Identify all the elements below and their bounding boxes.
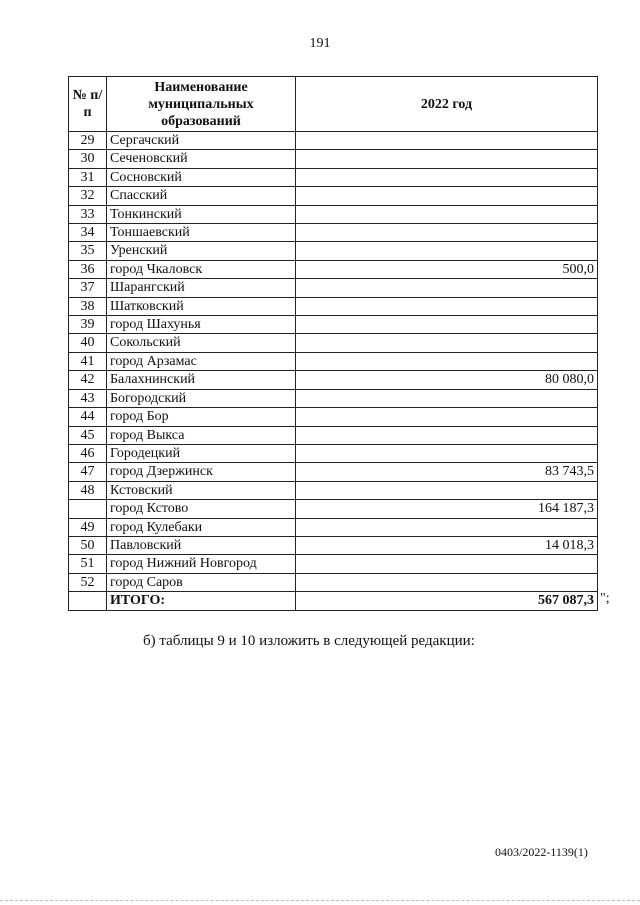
table-row bbox=[69, 297, 598, 315]
closing-quote-mark: "; bbox=[600, 591, 610, 606]
table-row bbox=[69, 426, 598, 444]
row-number: 50 bbox=[69, 536, 107, 554]
row-number: 42 bbox=[69, 371, 107, 389]
row-name: город Кулебаки bbox=[107, 518, 296, 536]
table-row bbox=[69, 463, 598, 481]
row-number: 34 bbox=[69, 224, 107, 242]
table-row bbox=[69, 481, 598, 499]
row-value bbox=[296, 242, 598, 260]
row-value bbox=[296, 297, 598, 315]
row-number: 36 bbox=[69, 260, 107, 278]
row-name: город Шахунья bbox=[107, 316, 296, 334]
row-name: Сеченовский bbox=[107, 150, 296, 168]
row-name: Тонкинский bbox=[107, 205, 296, 223]
row-value bbox=[296, 444, 598, 462]
table-row bbox=[69, 316, 598, 334]
row-number: 40 bbox=[69, 334, 107, 352]
row-name: Сергачский bbox=[107, 132, 296, 150]
row-value: 80 080,0 bbox=[296, 371, 598, 389]
row-name: город Кстово bbox=[107, 500, 296, 518]
row-name: город Нижний Новгород bbox=[107, 555, 296, 573]
row-name: Павловский bbox=[107, 536, 296, 554]
document-code: 0403/2022-1139(1) bbox=[495, 845, 588, 859]
row-number: 39 bbox=[69, 316, 107, 334]
row-number: 35 bbox=[69, 242, 107, 260]
table-row bbox=[69, 536, 598, 554]
row-name: Кстовский bbox=[107, 481, 296, 499]
row-name: Шарангский bbox=[107, 279, 296, 297]
row-value: 83 743,5 bbox=[296, 463, 598, 481]
row-number: 29 bbox=[69, 132, 107, 150]
row-number: 43 bbox=[69, 389, 107, 407]
table-header-row bbox=[69, 77, 598, 132]
table-row bbox=[69, 518, 598, 536]
table-row bbox=[69, 444, 598, 462]
row-number: 51 bbox=[69, 555, 107, 573]
row-number: 30 bbox=[69, 150, 107, 168]
row-value bbox=[296, 334, 598, 352]
table-row bbox=[69, 132, 598, 150]
table-row bbox=[69, 371, 598, 389]
row-name: Сосновский bbox=[107, 168, 296, 186]
table-row bbox=[69, 279, 598, 297]
row-value bbox=[296, 224, 598, 242]
table-row bbox=[69, 408, 598, 426]
row-value: 14 018,3 bbox=[296, 536, 598, 554]
row-name: город Саров bbox=[107, 573, 296, 591]
table-row bbox=[69, 187, 598, 205]
table-body bbox=[69, 132, 598, 592]
header-name: Наименование муниципальных образований bbox=[107, 77, 296, 132]
row-name: Тоншаевский bbox=[107, 224, 296, 242]
row-value bbox=[296, 316, 598, 334]
table-row bbox=[69, 205, 598, 223]
row-value bbox=[296, 279, 598, 297]
row-name: город Арзамас bbox=[107, 352, 296, 370]
row-number: 48 bbox=[69, 481, 107, 499]
row-value: 500,0 bbox=[296, 260, 598, 278]
row-name: Богородский bbox=[107, 389, 296, 407]
table-row bbox=[69, 389, 598, 407]
row-value bbox=[296, 389, 598, 407]
row-number: 32 bbox=[69, 187, 107, 205]
row-number: 45 bbox=[69, 426, 107, 444]
row-value bbox=[296, 187, 598, 205]
row-number bbox=[69, 500, 107, 518]
table-row bbox=[69, 224, 598, 242]
row-number: 37 bbox=[69, 279, 107, 297]
row-name: Шатковский bbox=[107, 297, 296, 315]
row-value bbox=[296, 168, 598, 186]
row-number: 33 bbox=[69, 205, 107, 223]
table-row bbox=[69, 168, 598, 186]
row-name: город Бор bbox=[107, 408, 296, 426]
total-row bbox=[69, 592, 598, 610]
table-row bbox=[69, 242, 598, 260]
total-label: ИТОГО: bbox=[107, 592, 296, 610]
row-number: 47 bbox=[69, 463, 107, 481]
row-name: Городецкий bbox=[107, 444, 296, 462]
instruction-text: б) таблицы 9 и 10 изложить в следующей редакции: bbox=[143, 633, 475, 649]
row-value: 164 187,3 bbox=[296, 500, 598, 518]
row-number: 31 bbox=[69, 168, 107, 186]
table-row bbox=[69, 555, 598, 573]
bottom-edge-line bbox=[0, 900, 640, 901]
table-row bbox=[69, 260, 598, 278]
row-number: 49 bbox=[69, 518, 107, 536]
header-number: № п/п bbox=[69, 77, 107, 132]
row-name: город Чкаловск bbox=[107, 260, 296, 278]
total-value: 567 087,3 bbox=[296, 592, 598, 610]
row-name: Уренский bbox=[107, 242, 296, 260]
page-number: 191 bbox=[309, 36, 331, 51]
row-number: 44 bbox=[69, 408, 107, 426]
table-row bbox=[69, 500, 598, 518]
row-name: Спасский bbox=[107, 187, 296, 205]
row-number: 46 bbox=[69, 444, 107, 462]
row-number: 41 bbox=[69, 352, 107, 370]
row-name: Балахнинский bbox=[107, 371, 296, 389]
row-value bbox=[296, 573, 598, 591]
row-number: 52 bbox=[69, 573, 107, 591]
row-name: город Выкса bbox=[107, 426, 296, 444]
row-value bbox=[296, 132, 598, 150]
header-year: 2022 год bbox=[296, 77, 598, 132]
table-row bbox=[69, 150, 598, 168]
row-value bbox=[296, 555, 598, 573]
total-number-cell bbox=[69, 592, 107, 610]
row-number: 38 bbox=[69, 297, 107, 315]
municipal-table bbox=[68, 76, 598, 611]
row-value bbox=[296, 150, 598, 168]
table-row bbox=[69, 573, 598, 591]
row-value bbox=[296, 481, 598, 499]
row-value bbox=[296, 518, 598, 536]
row-name: город Дзержинск bbox=[107, 463, 296, 481]
row-value bbox=[296, 408, 598, 426]
table-row bbox=[69, 334, 598, 352]
row-value bbox=[296, 205, 598, 223]
row-value bbox=[296, 426, 598, 444]
row-name: Сокольский bbox=[107, 334, 296, 352]
table-row bbox=[69, 352, 598, 370]
row-value bbox=[296, 352, 598, 370]
